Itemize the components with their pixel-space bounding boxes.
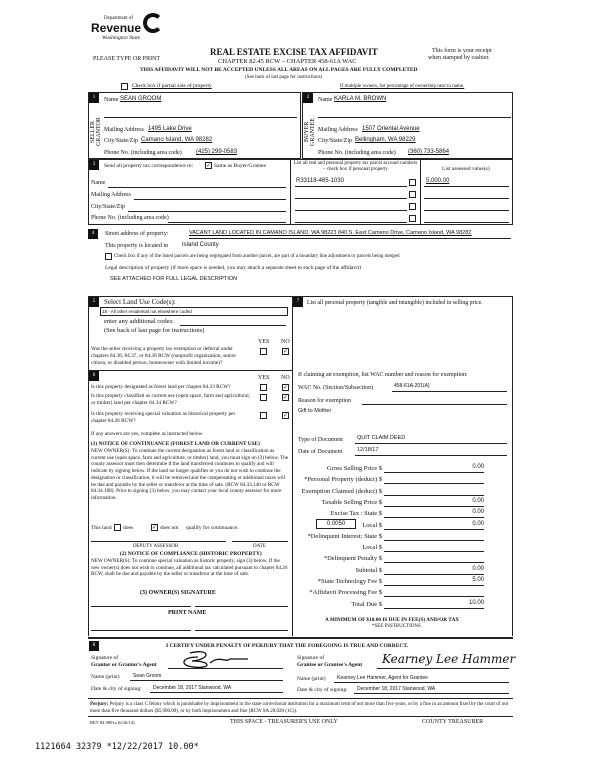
current-use-no-checkbox[interactable]: ✓ — [283, 394, 289, 401]
assessed-header: List assessed value(s) — [442, 166, 490, 172]
amount-value[interactable]: 0.00 — [384, 566, 484, 575]
seller-phone-label: Phone No. (including area code) — [104, 150, 182, 156]
forest-no-checkbox[interactable]: ✓ — [283, 384, 289, 391]
grantee-signature: Kearney Lee Hammer — [382, 652, 516, 666]
deputy-assessor-line[interactable] — [91, 541, 226, 542]
forest-yes-checkbox[interactable] — [260, 384, 267, 391]
amount-value[interactable] — [384, 543, 484, 552]
grantor-signature-icon — [170, 650, 250, 670]
date-label: DATE — [253, 544, 266, 549]
yes-header: YES — [258, 339, 270, 345]
corr-city-label: City/State/Zip — [91, 204, 125, 210]
grantor-date-city[interactable]: December 18, 2017 Stanwood, WA — [153, 685, 232, 691]
wac-number[interactable]: 458-61A-201(A) — [394, 383, 430, 389]
does-label: does — [123, 525, 134, 531]
perjury-label: Perjury: — [90, 702, 109, 707]
divider — [88, 296, 89, 636]
grantor-date-label: Date & city of signing: — [91, 686, 142, 692]
notice-continuance-text: NEW OWNER(S): To continue the current designation as forest land or classification as current use (open space, farm and agriculture, or timber) land, you must sign on (3) below. The county assessor must then determine if the land transferred continues to qualify and will indicate by signing below. If the land no longer qualifies or you do not wish to continue the designation or classification, it will be removed and the compensating or additional taxes will be due and payable by the seller or transferor at the time of sale. (RCW 84.33.140 or RCW 84.34.108). Prior to signing (3) below, you may contact your local county assessor for more information. — [91, 448, 289, 501]
amount-value[interactable]: 0.00 — [384, 464, 484, 473]
name-line — [334, 682, 509, 683]
no-header: NO — [281, 375, 290, 381]
historic-yes-checkbox[interactable] — [260, 412, 267, 419]
grantee-agent-label: Grantee or Grantee's Agent — [297, 662, 363, 668]
notice-continuance-title: (1) NOTICE OF CONTINUANCE (FOREST LAND OR CURRENT USE) — [91, 441, 260, 447]
see-back: (See back of last page for instructions) — [245, 75, 323, 80]
form-title: REAL ESTATE EXCISE TAX AFFIDAVIT — [210, 47, 378, 57]
same-as-buyer-label: Same as Buyer/Grantee — [214, 163, 266, 169]
amount-value[interactable] — [384, 475, 484, 484]
does-qualify-checkbox[interactable] — [114, 524, 121, 531]
street-label: Street address of property: — [105, 231, 169, 237]
county[interactable]: Island County — [182, 242, 219, 248]
seller-side-label: SELLER GRANTOR — [90, 117, 102, 147]
divider — [88, 698, 513, 699]
exemption-label: If claiming an exemption, list WAC number and reason for exemption: — [298, 372, 468, 378]
corr-phone-field[interactable] — [168, 222, 286, 223]
local-rate[interactable]: 0.0050 — [316, 519, 356, 529]
amount-label: Exemption Claimed (deduct) $ — [301, 487, 382, 495]
street-line — [189, 238, 511, 239]
rev-number: REV 84 0001a (6/26/14) — [90, 720, 135, 725]
logo-swirl-icon — [143, 13, 163, 33]
amount-value[interactable]: 0.00 — [384, 509, 484, 518]
amount-label: Local $ — [362, 544, 382, 552]
seller-city-label: City/State/Zip — [104, 138, 138, 144]
parcel-line — [295, 210, 407, 211]
section-number: 5 — [89, 297, 99, 307]
seller-addr-label: Mailing Address — [104, 127, 144, 133]
amount-label: Taxable Selling Price $ — [321, 498, 382, 506]
receipt-note-2: when stamped by cashier. — [428, 55, 490, 61]
yes-header: YES — [258, 375, 270, 381]
divider — [512, 296, 513, 636]
personal-property-checkbox[interactable] — [409, 191, 416, 198]
additional-codes-field[interactable] — [180, 325, 286, 326]
exemption-yes-checkbox[interactable] — [260, 348, 267, 355]
buyer-phone-label: Phone No. (including area code) — [318, 150, 396, 156]
print-name-label: PRINT NAME — [168, 610, 207, 616]
date-line — [150, 692, 283, 693]
amount-value[interactable]: 10.00 — [384, 600, 484, 609]
parcels-header: List all real and personal property tax parcel account numbers – check box if personal property — [293, 161, 418, 172]
seller-section — [88, 92, 301, 159]
section-number: 4 — [88, 229, 98, 239]
seller-address[interactable]: 1495 Lake Drive — [148, 126, 192, 132]
assessed-line — [424, 198, 509, 199]
seller-name[interactable]: SEAN GROOM — [120, 96, 162, 102]
doc-date-line — [355, 455, 507, 456]
street-address[interactable]: VACANT LAND LOCATED IN CAMANO ISLAND, WA 98223 840 S. East Camano Drive, Camano Island, WA 98282 — [189, 230, 472, 236]
seller-name-label: Name — [104, 97, 119, 103]
buyer-city-label: City/State/Zip — [318, 138, 352, 144]
parcel-line — [295, 198, 407, 199]
receipt-note: This form is your receipt — [432, 48, 492, 54]
buyer-phone[interactable]: (360) 733-5864 — [408, 149, 450, 155]
grantor-name-label: Name (print) — [91, 674, 120, 680]
form-chapter: CHAPTER 82.45 RCW – CHAPTER 458-61A WAC — [218, 58, 357, 65]
parcel-number[interactable]: R33118-465-1030 — [296, 178, 344, 184]
send-correspondence-label: Send all property tax correspondence to: — [104, 163, 194, 169]
notice-compliance-title: (2) NOTICE OF COMPLIANCE (HISTORIC PROPERTY) — [120, 551, 262, 557]
warning: THIS AFFIDAVIT WILL NOT BE ACCEPTED UNLESS ALL AREAS ON ALL PAGES ARE FULLY COMPLETED — [140, 67, 418, 73]
amount-value[interactable] — [384, 487, 484, 496]
amount-label: Gross Selling Price $ — [326, 465, 382, 472]
certify-statement: I CERTIFY UNDER PENALTY OF PERJURY THAT THE FOREGOING IS TRUE AND CORRECT. — [166, 643, 409, 649]
legal-description[interactable]: SEE ATTACHED FOR FULL LEGAL DESCRIPTION — [110, 276, 238, 282]
amount-value[interactable] — [384, 554, 484, 563]
treasurer-use: THIS SPACE - TREASURER'S USE ONLY — [230, 719, 338, 725]
grantee-sig-of: Signature of — [297, 655, 325, 661]
amount-label: *Delinquent Interest: State $ — [307, 532, 382, 540]
see-back-5: (See back of last page for instructions) — [104, 327, 205, 334]
section-number: 8 — [89, 641, 99, 651]
grantee-name-label: Name (print) — [297, 676, 326, 682]
reason-label: Reason for exemption — [298, 398, 351, 404]
grantee-name[interactable]: Kearney Lee Hammer, Agent for Grantee — [337, 675, 428, 681]
this-land-label: This land — [91, 525, 112, 531]
wac-label: WAC No. (Section/Subsection) — [298, 385, 374, 391]
section-number: 2 — [303, 93, 313, 103]
buyer-side-label: BUYER GRANTEE — [304, 118, 316, 146]
located-label: This property is located in — [105, 243, 168, 249]
divider — [88, 370, 292, 371]
minimum-note: A MINIMUM OF $10.00 IS DUE IN FEE(S) AND/OR TAX — [325, 617, 460, 623]
corr-addr-field[interactable] — [134, 199, 286, 200]
partial-sale-checkbox[interactable] — [121, 83, 128, 90]
section-number: 1 — [89, 93, 99, 103]
grantee-signature-field[interactable] — [377, 668, 509, 669]
qualify-label: qualify for continuance. — [186, 525, 239, 531]
amount-label: Excise Tax : State $ — [330, 510, 382, 518]
doc-type-line — [355, 443, 507, 444]
personal-property-checkbox[interactable] — [409, 203, 416, 210]
logo-state: Washington State — [102, 35, 141, 41]
section-number: 3 — [89, 160, 99, 170]
amount-label: *State Technology Fee $ — [317, 578, 382, 585]
exemption-no-checkbox[interactable]: ✓ — [283, 348, 289, 355]
assessed-line — [424, 210, 509, 211]
grantor-agent-label: Grantor or Grantor's Agent — [91, 662, 157, 668]
doc-date[interactable]: 12/18/17 — [357, 447, 379, 453]
exemption-reason[interactable]: Gift to Mother — [298, 408, 332, 414]
doc-type[interactable]: QUIT CLAIM DEED — [357, 435, 406, 441]
divider — [88, 716, 513, 717]
owner-signature-title: (3) OWNER(S) SIGNATURE — [140, 590, 216, 596]
seller-city[interactable]: Camano Island, WA 98282 — [141, 137, 213, 143]
corr-name-label: Name — [91, 180, 106, 186]
amount-label: *Affidavit Processing Fee $ — [309, 589, 382, 597]
additional-codes-label: enter any additional codes: — [104, 318, 174, 325]
does-not-qualify-checkbox[interactable]: ✓ — [152, 524, 158, 531]
print-name-line[interactable] — [195, 630, 288, 631]
personal-property-checkbox[interactable] — [409, 179, 416, 186]
doc-date-label: Date of Document — [298, 449, 343, 455]
print-name-line[interactable] — [91, 630, 191, 631]
amount-label: Total Due $ — [351, 600, 382, 608]
historic-no-checkbox[interactable]: ✓ — [283, 412, 289, 419]
if-yes-note: If any answers are yes, complete as instructed below. — [91, 431, 204, 437]
section-number: 6 — [89, 371, 99, 381]
personal-property-label: List all personal property (tangible and intangible) included in selling price. — [307, 300, 483, 306]
amount-value[interactable] — [384, 532, 484, 541]
logo-dept: Department of — [104, 16, 134, 21]
notice-compliance-text: NEW OWNER(S): To continue special valuation as historic property, sign (3) below. If the new owner(s) does not wish to continue, all additional tax calculated pursuant to chapter 84.26 RCW, shall be due and payable by the seller or transferor at the time of sale. — [91, 558, 288, 577]
legal-label: Legal description of property (if more space is needed, you may attach a separate sheet to each page of the affidavit) — [105, 265, 361, 271]
wac-line — [392, 391, 507, 392]
amount-value[interactable]: 0.00 — [384, 521, 484, 530]
corr-addr-label: Mailing Address — [91, 192, 131, 198]
multiple-owners-note: If multiple owners, list percentage of ownership next to name. — [340, 84, 465, 89]
segregated-checkbox[interactable] — [105, 253, 112, 260]
date-line — [354, 693, 509, 694]
corr-name-field[interactable] — [108, 187, 286, 188]
segregated-label: Check box if any of the listed parcels are being segregated from another parcel, are part of a boundary line adjustment or parcels being merged — [114, 254, 400, 259]
owner-signature-line[interactable] — [91, 606, 191, 607]
does-not-label: does not — [160, 525, 179, 531]
name-line — [130, 680, 283, 681]
historic-question: Is this property receiving special valuation as historical property per chapter 84.26 RCW? — [91, 411, 236, 424]
buyer-city[interactable]: Bellingham, WA 98229 — [355, 137, 416, 143]
see-instructions: *SEE INSTRUCTIONS — [372, 624, 421, 629]
grantor-name[interactable]: Sean Groom — [133, 673, 162, 679]
divider — [420, 159, 421, 225]
please-type: PLEASE TYPE OR PRINT — [93, 56, 161, 62]
amount-value[interactable]: 0.00 — [384, 498, 484, 507]
grantee-date-city[interactable]: December 18, 2017 Stanwood, WA — [357, 686, 436, 692]
seller-phone[interactable]: (425) 299-0583 — [196, 149, 238, 155]
partial-sale-label: Check box if partial sale of property — [132, 83, 212, 89]
grantee-date-label: Date & city of signing: — [297, 687, 348, 693]
amount-label: Subtotal $ — [355, 566, 382, 574]
amount-value[interactable]: 5.00 — [384, 577, 484, 586]
personal-property-checkbox[interactable] — [409, 215, 416, 222]
same-as-buyer-checkbox[interactable]: ✓ — [206, 162, 212, 169]
divider — [88, 637, 513, 639]
buyer-addr-label: Mailing Address — [318, 127, 358, 133]
assessed-line — [424, 186, 509, 187]
assessed-line — [424, 222, 509, 223]
land-use-code[interactable]: 18 - All other residential not elsewhere coded — [100, 307, 288, 316]
grantor-sig-of: Signature of — [91, 655, 119, 661]
divider — [104, 117, 297, 118]
exemption-question: Was the seller receiving a property tax exemption or deferral under chapters 84.36, 84.37, or 84.38 RCW (nonprofit organization, senior citizen, or disabled person, homeowner with limited income)? — [91, 346, 237, 366]
amount-label: Local $ — [362, 521, 382, 529]
land-use-title: Select Land Use Code(s): — [104, 298, 176, 306]
no-header: NO — [281, 339, 290, 345]
reason-line — [362, 404, 507, 405]
current-use-question: Is this property classified as current use (open space, farm and agricultural, or timber) land per chapter 84.34 RCW? — [91, 393, 250, 406]
logo-name: Revenue — [91, 21, 142, 35]
assessed-value[interactable]: 5,000.00 — [426, 178, 450, 184]
divider — [318, 117, 511, 118]
doc-type-label: Type of Document — [298, 437, 343, 443]
forest-question: Is this property designated as forest land per chapter 84.33 RCW? — [91, 384, 231, 390]
current-use-yes-checkbox[interactable] — [260, 394, 267, 401]
perjury-note — [90, 701, 512, 715]
parcel-line — [295, 186, 407, 187]
corr-phone-label: Phone No. (including area code) — [91, 215, 169, 221]
buyer-name[interactable]: KARLA M. BROWN — [334, 96, 387, 102]
amount-value[interactable] — [384, 588, 484, 597]
buyer-name-label: Name — [318, 97, 333, 103]
parcel-line — [295, 222, 407, 223]
amount-label: *Delinquent Penalty $ — [323, 555, 382, 563]
date-line[interactable] — [232, 541, 288, 542]
divider — [290, 159, 291, 225]
perjury-text: Perjury is a class C felony which is punishable by imprisonment in the state correctional institution for a maximum term of not more than five years, or by a fine in an amount fixed by the court of not more than five thousand dollars ($5,000.00), or by both imprisonment and fine (RCW 9A.20.020 (1C)). — [90, 702, 508, 714]
deputy-assessor-label: DEPUTY ASSESSOR — [133, 544, 179, 549]
corr-city-field[interactable] — [128, 211, 286, 212]
section-number: 7 — [293, 297, 303, 307]
county-treasurer: COUNTY TREASURER — [422, 719, 484, 725]
amount-label: *Personal Property (deduct) $ — [304, 476, 382, 484]
cashier-stamp: 1121664 32379 *12/22/2017 10.00* — [35, 742, 199, 752]
buyer-address[interactable]: 1507 Oriental Avenue — [362, 126, 420, 132]
